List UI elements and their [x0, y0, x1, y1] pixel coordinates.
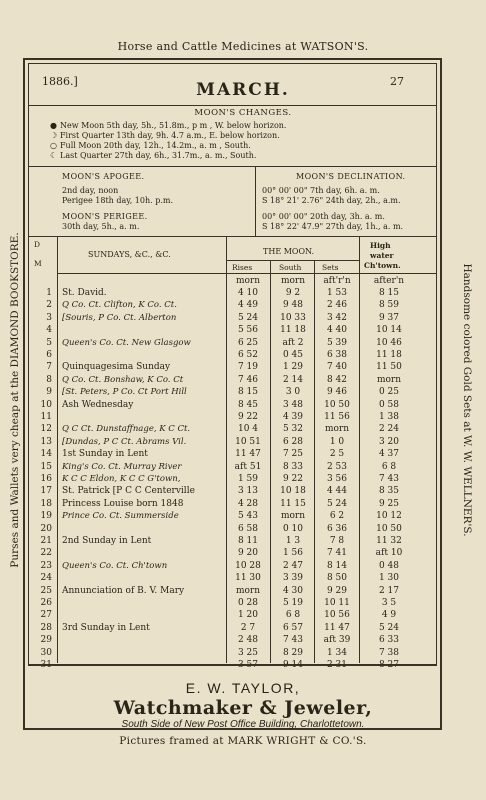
top-advertisement: Horse and Cattle Medicines at WATSON'S. — [117, 40, 369, 53]
divider — [28, 665, 437, 666]
event-text: [St. Peters, P Co. Ct Port Hill — [62, 387, 187, 398]
moon-south: 7 25 — [282, 449, 304, 460]
table-row — [28, 648, 437, 660]
right-side-advertisement: Handsome colored Gold Sets at W. W. WELLNER'S. — [461, 263, 473, 537]
day-number: 31 — [40, 660, 52, 670]
table-row — [28, 437, 437, 449]
moon-rises: morn — [235, 585, 261, 596]
high-water: 11 50 — [376, 362, 402, 373]
moon-changes-title: MOON'S CHANGES. — [194, 108, 292, 118]
divider — [28, 105, 437, 106]
high-water: 8 15 — [378, 288, 400, 298]
day-number: 5 — [46, 337, 52, 348]
high-water: 1 30 — [378, 573, 400, 584]
moon-south: 2 14 — [282, 374, 304, 385]
moon-rises: 8 15 — [237, 387, 259, 398]
high-water: 6 33 — [378, 635, 400, 646]
moon-rises: 6 58 — [237, 523, 259, 534]
day-number: 10 — [40, 399, 52, 410]
month-title: MARCH. — [196, 80, 290, 100]
high-water: 10 14 — [376, 325, 402, 336]
table-row — [28, 325, 437, 337]
table-row — [28, 486, 437, 498]
table-row — [28, 462, 437, 474]
moon-south: 0 45 — [282, 350, 304, 360]
moon-south: 6 57 — [282, 622, 304, 633]
high-water: 9 25 — [378, 498, 400, 509]
moon-rises: 2 7 — [240, 622, 256, 633]
table-row — [28, 449, 437, 461]
table-row — [28, 660, 437, 672]
moon-rises: 3 13 — [237, 486, 259, 497]
moon-sets: 10 50 — [324, 399, 350, 410]
header-d: D — [34, 240, 41, 249]
first-quarter-icon: ☽ — [50, 131, 58, 140]
high-water: 11 32 — [376, 536, 402, 546]
day-number: 26 — [40, 598, 52, 608]
moon-south: 11 15 — [280, 498, 306, 509]
day-number: 8 — [46, 374, 52, 385]
day-number: 17 — [40, 486, 52, 497]
event-text: King's Co. Ct. Murray River — [62, 461, 182, 472]
moon-rises: 4 10 — [237, 288, 259, 298]
moon-sets: 7 8 — [329, 536, 345, 546]
day-number: 15 — [40, 461, 52, 472]
divider — [255, 166, 256, 236]
moon-rises: 1 59 — [237, 474, 259, 484]
moon-sets: 7 41 — [326, 548, 348, 559]
perigee-note: Perigee 18th day, 10h. p.m. — [62, 196, 174, 205]
table-row — [28, 387, 437, 399]
declination-title: MOON'S DECLINATION. — [296, 172, 406, 181]
day-number: 25 — [40, 585, 52, 596]
high-water: 10 46 — [376, 337, 402, 348]
moon-rises: 5 43 — [237, 511, 259, 522]
day-number: 21 — [40, 536, 52, 546]
table-row — [28, 375, 437, 387]
full-moon-icon: ○ — [50, 141, 57, 150]
units-row: morn morn aft'r'n after'n — [235, 276, 405, 286]
new-moon-icon: ● — [50, 121, 57, 130]
high-water: 6 8 — [381, 461, 397, 472]
moon-sets: 7 40 — [326, 362, 348, 373]
table-row — [28, 511, 437, 523]
moon-south: 3 39 — [282, 573, 304, 584]
day-number: 11 — [40, 412, 52, 422]
day-number: 6 — [46, 350, 52, 360]
event-text: Queen's Co. Ct. Ch'town — [62, 560, 168, 571]
table-row — [28, 288, 437, 300]
year-label: 1886.] — [42, 75, 78, 88]
moon-rises: 4 28 — [237, 498, 259, 509]
moon-south: 0 10 — [282, 523, 304, 534]
header-m: M — [34, 259, 42, 268]
high-water: 0 48 — [378, 560, 400, 571]
event-text: St. David. — [62, 288, 107, 298]
moon-south: 4 30 — [282, 585, 304, 596]
moon-south: 8 29 — [282, 647, 304, 658]
advert-address: South Side of New Post Office Building, Charlottetown. — [121, 719, 365, 730]
moon-rises: 5 24 — [237, 312, 259, 323]
moon-rises: 4 49 — [237, 300, 259, 311]
moon-south: 3 48 — [282, 399, 304, 410]
day-number: 16 — [40, 474, 52, 484]
moon-phase-full: ○ Full Moon 20th day, 12h., 14.2m., a. m , South. — [50, 141, 251, 150]
table-row — [28, 598, 437, 610]
moon-south: 9 2 — [285, 288, 301, 298]
event-text: Quinquagesima Sunday — [62, 362, 171, 373]
page-number: 27 — [390, 75, 404, 88]
declination-line: S 18° 21' 2.76" 24th day, 2h., a.m. — [262, 196, 401, 205]
moon-sets: 8 42 — [326, 374, 348, 385]
day-number: 12 — [40, 424, 52, 435]
moon-rises: 3 25 — [237, 647, 259, 658]
moon-south: 1 3 — [285, 536, 301, 546]
high-water: 8 59 — [378, 300, 400, 311]
moon-sets: 11 47 — [324, 622, 350, 633]
moon-phase-last-quarter: ☾ Last Quarter 27th day, 6h., 31.7m., a. m., South. — [50, 151, 257, 160]
event-text: Ash Wednesday — [62, 399, 134, 410]
high-water: 2 17 — [378, 585, 400, 596]
divider — [28, 166, 437, 167]
event-text: Princess Louise born 1848 — [62, 498, 184, 509]
moon-sets: 4 40 — [326, 325, 348, 336]
day-number: 1 — [46, 288, 52, 298]
event-text: 1st Sunday in Lent — [62, 449, 148, 460]
moon-rises: 0 28 — [237, 598, 259, 608]
moon-sets: 11 56 — [324, 412, 350, 422]
event-text: [Dundas, P C Ct. Abrams Vil. — [62, 436, 187, 447]
moon-rises: 10 51 — [235, 436, 261, 447]
day-number: 7 — [46, 362, 52, 373]
high-water: 5 24 — [378, 622, 400, 633]
moon-rises: 7 19 — [237, 362, 259, 373]
moon-south: 9 14 — [282, 660, 304, 670]
moon-rises: 8 11 — [237, 536, 259, 546]
high-water: 8 27 — [378, 660, 400, 670]
moon-rises: 6 25 — [237, 337, 259, 348]
moon-sets: 2 31 — [326, 660, 348, 670]
table-row — [28, 623, 437, 635]
table-row — [28, 350, 437, 362]
day-number: 9 — [46, 387, 52, 398]
divider — [28, 236, 437, 237]
table-row — [28, 499, 437, 511]
day-number: 28 — [40, 622, 52, 633]
moon-sets: 6 36 — [326, 523, 348, 534]
high-water: 11 18 — [376, 350, 402, 360]
declination-line: 00° 00' 00" 7th day, 6h. a. m. — [262, 186, 380, 195]
moon-rises: 11 47 — [235, 449, 261, 460]
declination-line: 00° 00' 00" 20th day, 3h. a. m. — [262, 212, 385, 221]
moon-south: 6 8 — [285, 610, 301, 621]
moon-south: 5 19 — [282, 598, 304, 608]
event-text: 2nd Sunday in Lent — [62, 536, 152, 546]
moon-rises: 6 52 — [237, 350, 259, 360]
moon-south: 5 32 — [282, 424, 304, 435]
table-row — [28, 573, 437, 585]
table-row — [28, 561, 437, 573]
moon-south: 2 47 — [282, 560, 304, 571]
moon-sets: 2 46 — [326, 300, 348, 311]
table-row — [28, 524, 437, 536]
perigee-date: 30th day, 5h., a. m. — [62, 222, 140, 231]
header-water: water — [370, 251, 394, 260]
high-water: 4 37 — [378, 449, 400, 460]
day-number: 29 — [40, 635, 52, 646]
moon-phase-new: ● New Moon 5th day, 5h., 51.8m., p m , W. below horizon. — [50, 121, 287, 130]
moon-south: 11 18 — [280, 325, 306, 336]
declination-line: S 18° 22' 47.9" 27th day, 1h., a. m. — [262, 222, 404, 231]
moon-rises: 9 22 — [237, 412, 259, 422]
advert-name: E. W. TAYLOR, — [185, 680, 301, 696]
table-row — [28, 362, 437, 374]
table-row — [28, 586, 437, 598]
moon-south: 6 28 — [282, 436, 304, 447]
high-water: 10 12 — [376, 511, 402, 522]
moon-rises: 2 48 — [237, 635, 259, 646]
high-water: 0 25 — [378, 387, 400, 398]
advert-trade: Watchmaker & Jeweler, — [113, 697, 373, 719]
event-text: [Souris, P Co. Ct. Alberton — [62, 312, 177, 323]
event-text: Q Co. Ct. Bonshaw, K Co. Ct — [62, 374, 184, 385]
moon-south: 9 48 — [282, 300, 304, 311]
event-text: K C C Eldon, K C C G'town, — [62, 474, 181, 484]
high-water: 9 37 — [378, 312, 400, 323]
header-rises: Rises — [232, 263, 253, 272]
header-events: SUNDAYS, &C., &C. — [88, 250, 171, 259]
moon-south: morn — [280, 511, 306, 522]
day-number: 30 — [40, 647, 52, 658]
high-water: 2 24 — [378, 424, 400, 435]
table-row — [28, 424, 437, 436]
moon-sets: 9 46 — [326, 387, 348, 398]
day-number: 22 — [40, 548, 52, 559]
day-number: 20 — [40, 523, 52, 534]
moon-south: 10 18 — [280, 486, 306, 497]
table-row — [28, 313, 437, 325]
day-number: 19 — [40, 511, 52, 522]
moon-sets: 5 39 — [326, 337, 348, 348]
high-water: 4 9 — [381, 610, 397, 621]
moon-south: 9 22 — [282, 474, 304, 484]
event-text: Q C Ct. Dunstaffnage, K C Ct. — [62, 424, 191, 435]
day-number: 18 — [40, 498, 52, 509]
high-water: 1 38 — [378, 412, 400, 422]
header-south: South — [279, 263, 302, 272]
moon-sets: 6 38 — [326, 350, 348, 360]
header-high: High — [370, 241, 391, 250]
high-water: 3 20 — [378, 436, 400, 447]
table-row — [28, 474, 437, 486]
last-quarter-icon: ☾ — [50, 151, 58, 160]
table-row — [28, 610, 437, 622]
table-row — [28, 338, 437, 350]
high-water: 3 5 — [381, 598, 397, 608]
day-number: 23 — [40, 560, 52, 571]
table-row — [28, 635, 437, 647]
left-side-advertisement: Purses and Wallets very cheap at the DIAMOND BOOKSTORE. — [9, 232, 21, 568]
moon-rises: 8 45 — [237, 399, 259, 410]
event-text: St. Patrick [P C C Centerville — [62, 486, 195, 497]
day-number: 13 — [40, 436, 52, 447]
table-row — [28, 536, 437, 548]
moon-sets: 6 2 — [329, 511, 345, 522]
moon-rises: 10 28 — [235, 560, 261, 571]
event-text: Annunciation of B. V. Mary — [62, 585, 185, 596]
moon-rises: aft 51 — [234, 461, 262, 472]
moon-rises: 3 57 — [237, 660, 259, 670]
moon-sets: 2 5 — [329, 449, 345, 460]
moon-rises: 11 30 — [235, 573, 261, 584]
moon-sets: 5 24 — [326, 498, 348, 509]
apogee-title: MOON'S APOGEE. — [62, 172, 145, 181]
high-water: aft 10 — [375, 548, 403, 559]
event-text: Prince Co. Ct. Summerside — [62, 511, 179, 522]
event-text: Q Co. Ct. Clifton, K Co. Ct. — [62, 300, 177, 311]
moon-sets: 9 29 — [326, 585, 348, 596]
event-text: 3rd Sunday in Lent — [62, 622, 150, 633]
moon-sets: 3 42 — [326, 312, 348, 323]
high-water: 7 43 — [378, 474, 400, 484]
apogee-date: 2nd day, noon — [62, 186, 119, 195]
table-row — [28, 400, 437, 412]
header-the-moon: THE MOON. — [263, 247, 315, 256]
table-row — [28, 548, 437, 560]
moon-rises: 5 56 — [237, 325, 259, 336]
moon-sets: 2 53 — [326, 461, 348, 472]
day-number: 2 — [46, 300, 52, 311]
divider — [57, 273, 437, 274]
event-text: Queen's Co. Ct. New Glasgow — [62, 337, 191, 348]
high-water: 7 38 — [378, 647, 400, 658]
moon-phase-first-quarter: ☽ First Quarter 13th day, 9h. 4.7 a.m., E. below horizon. — [50, 131, 280, 140]
moon-rises: 9 20 — [237, 548, 259, 559]
high-water: 10 50 — [376, 523, 402, 534]
moon-south: 10 33 — [280, 312, 306, 323]
moon-sets: 10 56 — [324, 610, 350, 621]
moon-south: 7 43 — [282, 635, 304, 646]
moon-sets: 8 50 — [326, 573, 348, 584]
moon-south: aft 2 — [282, 337, 304, 348]
perigee-title: MOON'S PERIGEE. — [62, 212, 148, 221]
high-water: morn — [376, 374, 402, 385]
day-number: 4 — [46, 325, 52, 336]
moon-sets: 3 56 — [326, 474, 348, 484]
day-number: 24 — [40, 573, 52, 584]
table-row — [28, 300, 437, 312]
moon-sets: 4 44 — [326, 486, 348, 497]
moon-south: 1 56 — [282, 548, 304, 559]
moon-sets: 1 53 — [326, 288, 348, 298]
moon-sets: aft 39 — [323, 635, 351, 646]
moon-sets: 8 14 — [326, 560, 348, 571]
day-number: 3 — [46, 312, 52, 323]
moon-rises: 1 20 — [237, 610, 259, 621]
moon-sets: 1 0 — [329, 436, 345, 447]
high-water: 0 58 — [378, 399, 400, 410]
table-row — [28, 412, 437, 424]
moon-sets: morn — [324, 424, 350, 435]
moon-sets: 1 34 — [326, 647, 348, 658]
bottom-advertisement: Pictures framed at MARK WRIGHT & CO.'S. — [119, 735, 367, 747]
moon-south: 3 0 — [285, 387, 301, 398]
moon-sets: 10 11 — [324, 598, 350, 608]
moon-rises: 7 46 — [237, 374, 259, 385]
header-ctown: Ch'town. — [364, 261, 401, 270]
header-sets: Sets — [322, 263, 339, 272]
moon-south: 1 29 — [282, 362, 304, 373]
moon-south: 8 33 — [282, 461, 304, 472]
moon-rises: 10 4 — [237, 424, 259, 435]
day-number: 27 — [40, 610, 52, 621]
divider — [226, 260, 359, 261]
day-number: 14 — [40, 449, 52, 460]
moon-south: 4 39 — [282, 412, 304, 422]
high-water: 8 35 — [378, 486, 400, 497]
